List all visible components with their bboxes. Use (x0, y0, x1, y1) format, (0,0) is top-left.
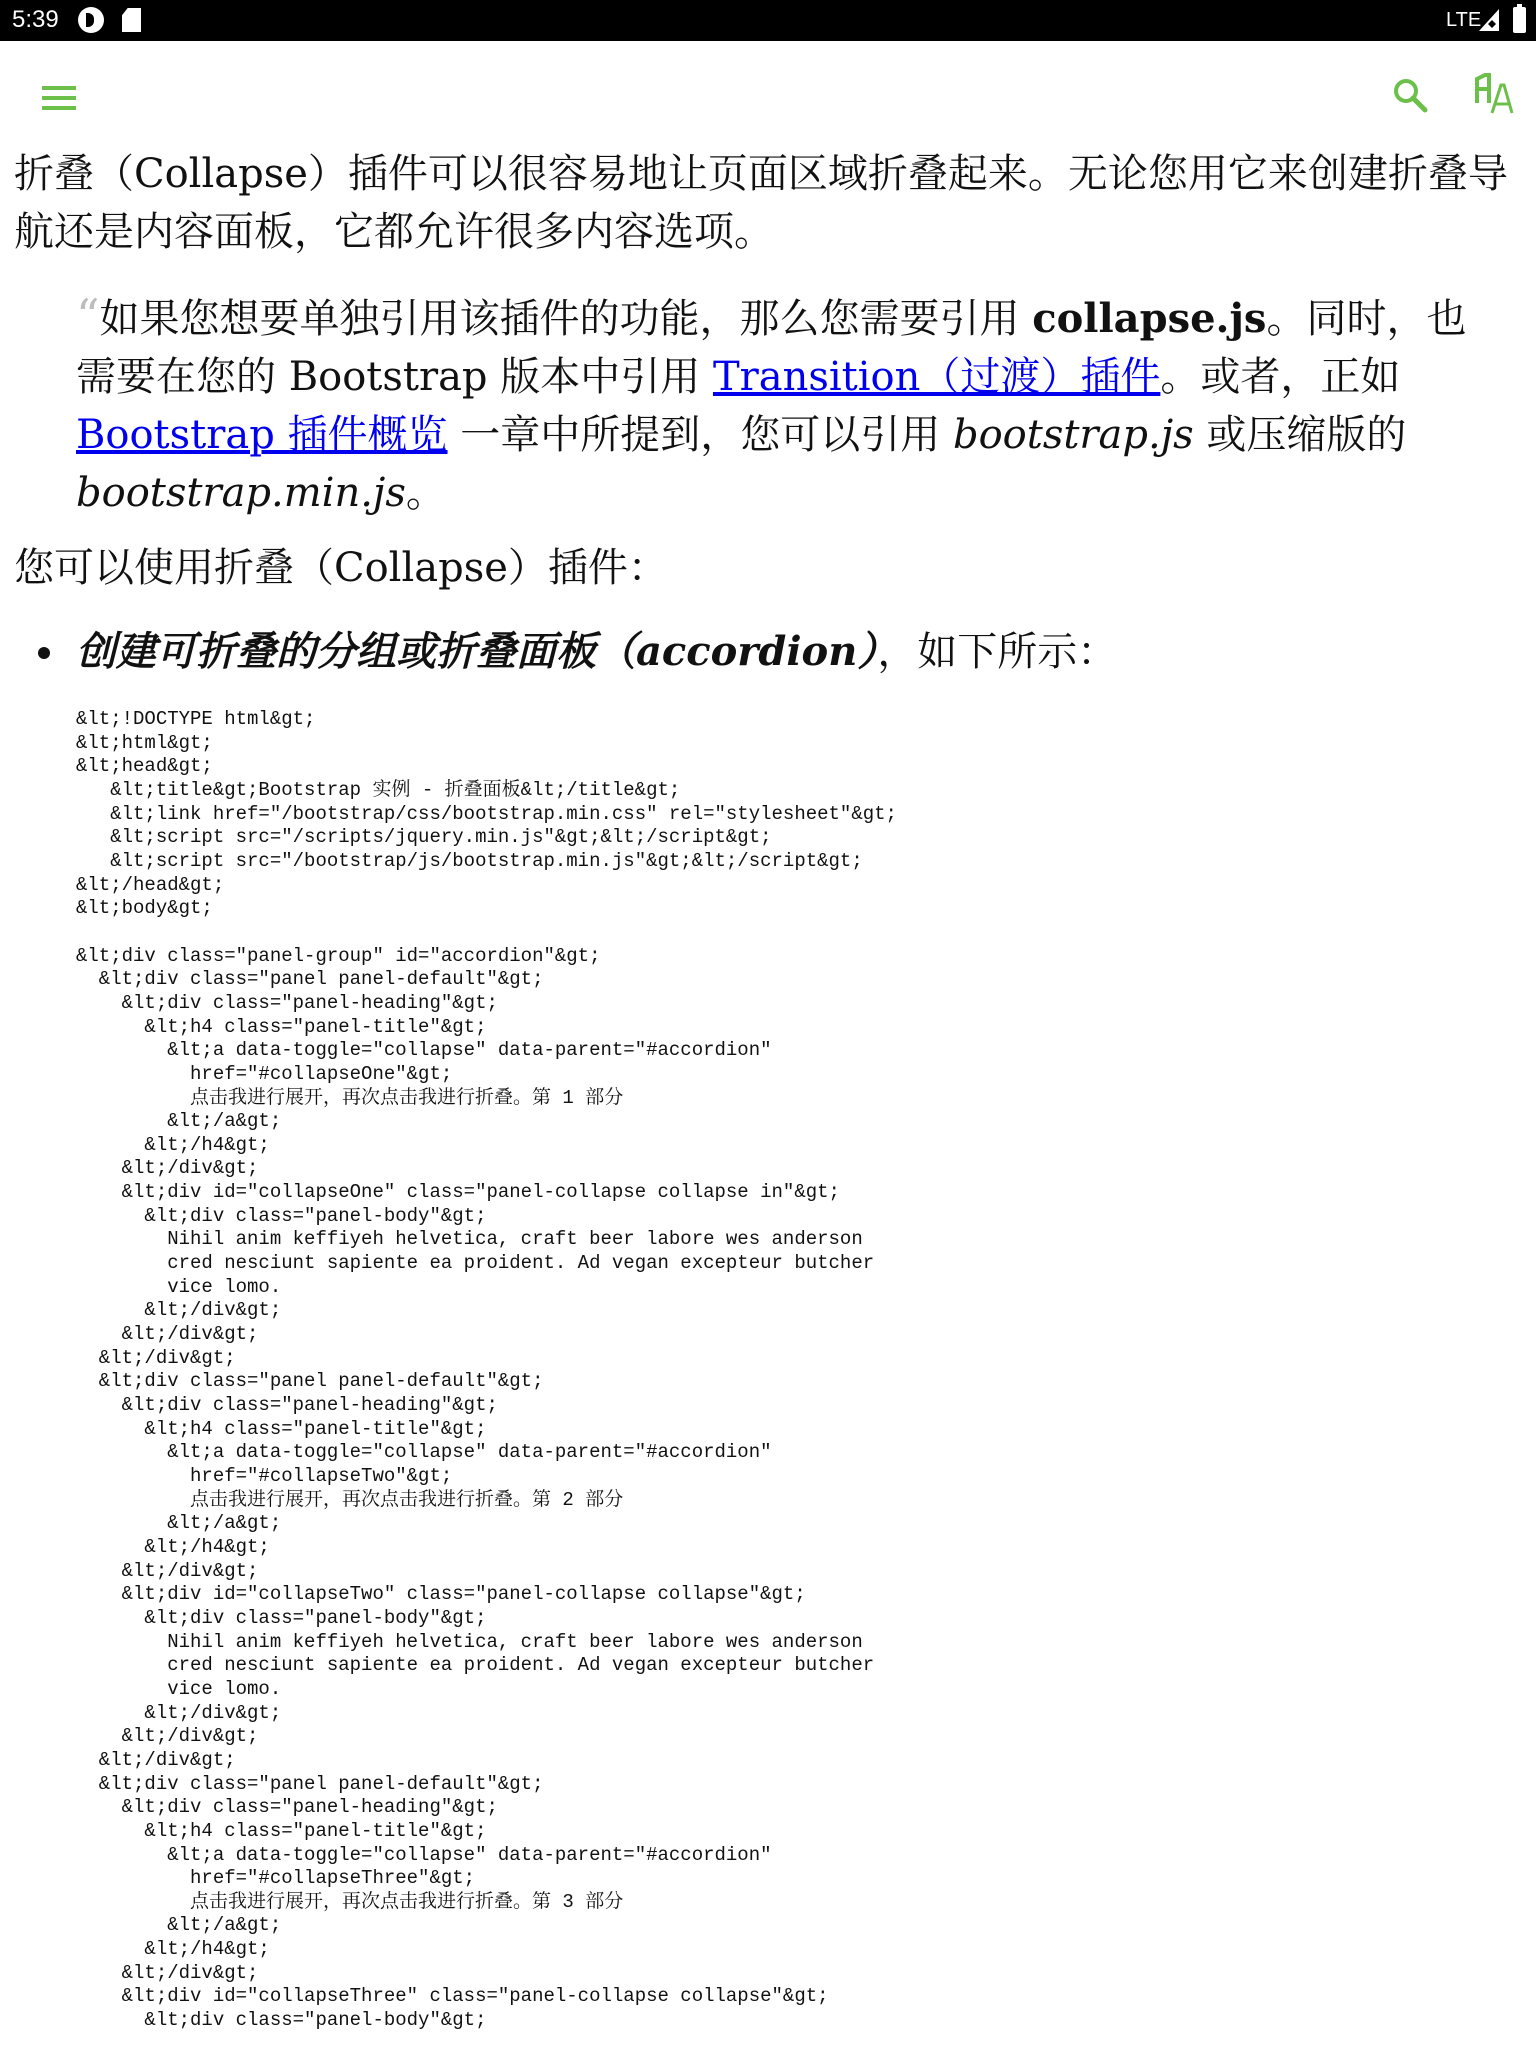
menu-icon[interactable] (42, 86, 76, 110)
code-line: &lt;!DOCTYPE html&gt; (76, 708, 316, 730)
code-line: &lt;div class="panel-body"&gt; (76, 2009, 487, 2032)
code-line: &lt;/div&gt; (76, 1559, 259, 1582)
code-line: &lt;div class="panel panel-default"&gt; (76, 1772, 544, 1795)
code-line: &lt;/head&gt; (76, 873, 225, 896)
notification-icon (78, 7, 104, 33)
code-block (76, 708, 897, 2033)
sd-card-icon (122, 8, 141, 32)
code-line: &lt;/h4&gt; (76, 1535, 270, 1558)
bullet-text: ，如下所示： (877, 629, 1118, 675)
code-line: &lt;/a&gt; (76, 1914, 282, 1937)
code-line: href="#collapseTwo"&gt; (76, 1465, 453, 1487)
code-line: &lt;a data-toggle="collapse" data-parent="#accordion" (76, 1843, 772, 1866)
code-line: &lt;div class="panel-body"&gt; (76, 1606, 487, 1629)
code-line: &lt;div class="panel-heading"&gt; (76, 1394, 498, 1417)
code-line: &lt;div class="panel-heading"&gt; (76, 991, 498, 1014)
quote-text: 或压缩版的 (1193, 412, 1407, 458)
code-line: &lt;div class="panel-body"&gt; (76, 1204, 487, 1227)
code-line: &lt;title&gt;Bootstrap 实例 - 折叠面板&lt;/title&gt; (76, 778, 681, 801)
plugin-overview-link[interactable]: Bootstrap 插件概览 (76, 412, 448, 458)
status-bar (0, 0, 1536, 41)
code-line: &lt;/div&gt; (76, 1157, 259, 1180)
code-line: &lt;/div&gt; (76, 1299, 282, 1322)
code-line: &lt;a data-toggle="collapse" data-parent="#accordion" (76, 1441, 772, 1464)
quote-mark-icon: “ (76, 289, 100, 343)
quote-text: 如果您想要单独引用该插件的功能，那么您需要引用 (99, 296, 1033, 342)
code-line: &lt;/div&gt; (76, 1961, 259, 1984)
code-line: &lt;/div&gt; (76, 1323, 259, 1346)
code-line: &lt;h4 class="panel-title"&gt; (76, 1819, 487, 1842)
code-line: &lt;/div&gt; (76, 1346, 236, 1369)
code-line: &lt;link href="/bootstrap/css/bootstrap.min.css" rel="stylesheet"&gt; (76, 802, 897, 825)
code-line: &lt;/h4&gt; (76, 1938, 270, 1961)
quote-text: 。或者，正如 (1160, 354, 1401, 400)
network-type: LTE (1446, 9, 1482, 31)
bullet-icon (38, 647, 50, 659)
app-toolbar (0, 41, 1536, 149)
code-line: &lt;head&gt; (76, 755, 213, 778)
code-line: &lt;div class="panel panel-default"&gt; (76, 968, 544, 991)
code-line: &lt;div id="collapseOne" class="panel-collapse collapse in"&gt; (76, 1181, 840, 1204)
code-line: &lt;a data-toggle="collapse" data-parent="#accordion" (76, 1039, 772, 1062)
font-size-icon[interactable] (1474, 73, 1514, 115)
search-icon[interactable] (1392, 77, 1428, 113)
code-line: href="#collapseOne"&gt; (76, 1062, 453, 1085)
bootstrap-min-js-text: bootstrap.min.js (76, 470, 406, 516)
status-time: 5:39 (12, 6, 59, 33)
transition-plugin-link[interactable]: Transition（过渡）插件 (712, 354, 1161, 400)
code-line: &lt;/div&gt; (76, 1701, 282, 1724)
bullet-emphasis: 创建可折叠的分组或折叠面板（accordion） (76, 628, 878, 675)
code-line: &lt;/div&gt; (76, 1748, 236, 1771)
collapse-js-text: collapse.js (1032, 295, 1267, 342)
code-line: &lt;/a&gt; (76, 1512, 282, 1535)
battery-icon (1513, 7, 1526, 33)
code-line: &lt;div id="collapseThree" class="panel-collapse collapse"&gt; (76, 1985, 829, 2008)
code-line: &lt;div class="panel panel-default"&gt; (76, 1370, 544, 1393)
quote-text: 一章中所提到，您可以引用 (447, 412, 953, 458)
code-line: 点击我进行展开，再次点击我进行折叠。第 3 部分 (76, 1890, 624, 1913)
code-line: &lt;div id="collapseTwo" class="panel-collapse collapse"&gt; (76, 1583, 806, 1606)
code-line: 点击我进行展开，再次点击我进行折叠。第 2 部分 (76, 1488, 624, 1511)
code-line: &lt;h4 class="panel-title"&gt; (76, 1015, 487, 1038)
code-line: &lt;script src="/scripts/jquery.min.js"&gt;&lt;/script&gt; (76, 826, 772, 849)
code-line: cred nesciunt sapiente ea proident. Ad vegan excepteur butcher (76, 1252, 875, 1275)
signal-icon (1479, 9, 1499, 31)
code-line: href="#collapseThree"&gt; (76, 1867, 476, 1890)
usage-intro: 您可以使用折叠（Collapse）插件： (14, 545, 668, 591)
code-line: Nihil anim keffiyeh helvetica, craft beer labore wes anderson (76, 1630, 863, 1653)
quote-text: 。 (405, 470, 446, 516)
code-line: 点击我进行展开，再次点击我进行折叠。第 1 部分 (76, 1086, 624, 1109)
code-line: &lt;script src="/bootstrap/js/bootstrap.min.js"&gt;&lt;/script&gt; (76, 849, 863, 872)
blockquote (76, 287, 1496, 522)
bootstrap-js-text: bootstrap.js (952, 412, 1194, 458)
code-line: &lt;/a&gt; (76, 1110, 282, 1133)
code-line: &lt;div class="panel-heading"&gt; (76, 1796, 498, 1819)
code-line: &lt;/div&gt; (76, 1725, 259, 1748)
code-line: vice lomo. (76, 1275, 282, 1298)
code-line: vice lomo. (76, 1677, 282, 1700)
code-line: &lt;body&gt; (76, 897, 213, 920)
code-line: &lt;div class="panel-group" id="accordion"&gt; (76, 944, 601, 967)
code-line: &lt;html&gt; (76, 731, 213, 754)
code-line: cred nesciunt sapiente ea proident. Ad vegan excepteur butcher (76, 1654, 875, 1677)
quote-text: 。同时，也需要在您的 Bootstrap 版本中引用 (76, 296, 1467, 400)
code-line: &lt;/h4&gt; (76, 1133, 270, 1156)
code-line: &lt;h4 class="panel-title"&gt; (76, 1417, 487, 1440)
intro-paragraph: 折叠（Collapse）插件可以很容易地让页面区域折叠起来。无论您用它来创建折叠导航还是内容面板，它都允许很多内容选项。 (14, 151, 1508, 255)
code-line: Nihil anim keffiyeh helvetica, craft beer labore wes anderson (76, 1228, 863, 1251)
